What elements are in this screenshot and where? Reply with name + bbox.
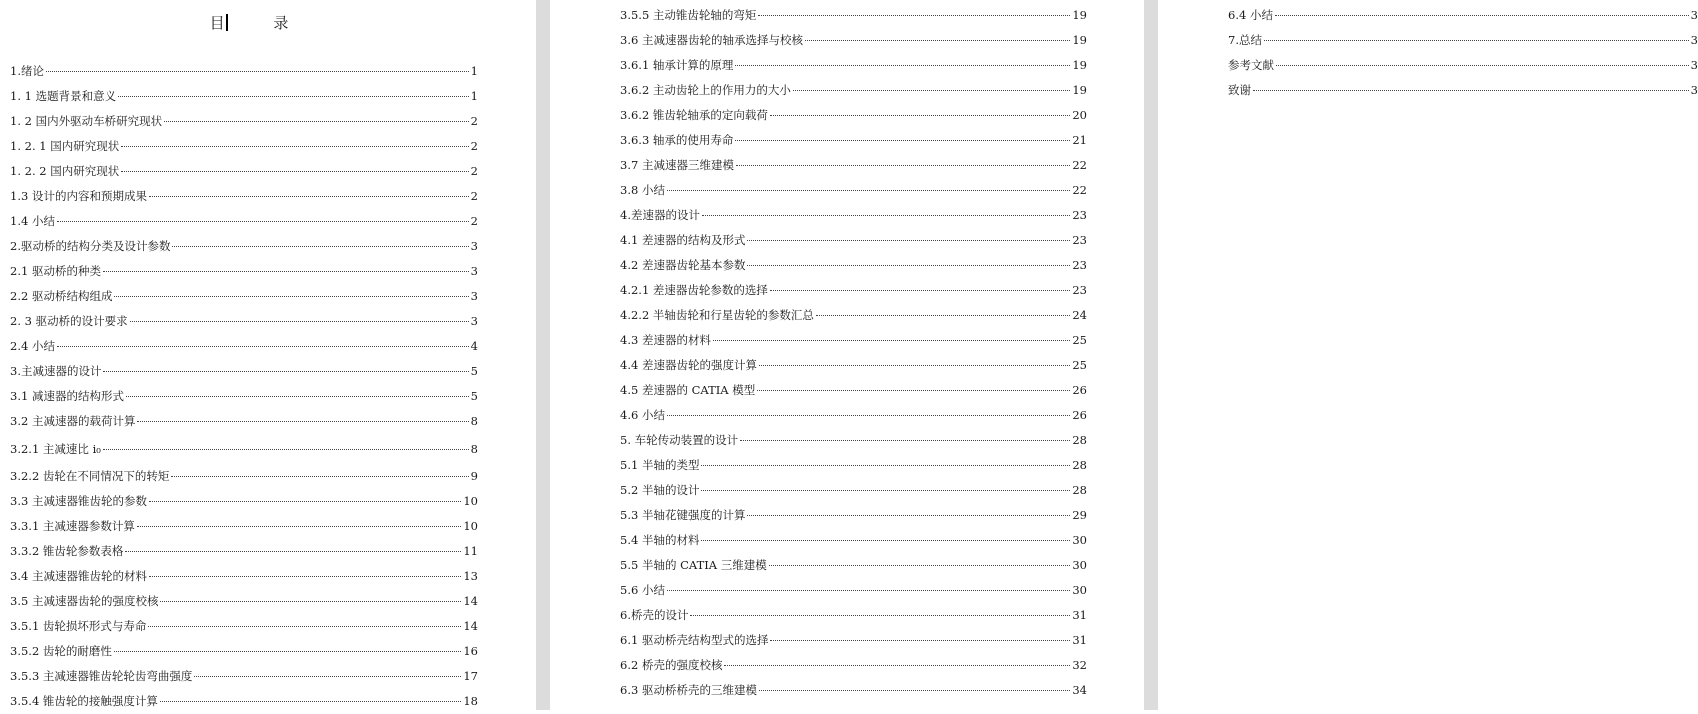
toc-list-page-1 (10, 59, 478, 714)
toc-entry-page-number: 31 (1072, 633, 1087, 647)
toc-entry-label: 3.3.2 锥齿轮参数表格 (10, 544, 124, 558)
toc-leader-dots (194, 676, 461, 677)
toc-entry-page-number: 3 (1690, 58, 1698, 72)
toc-entry-page-number: 23 (1072, 283, 1087, 297)
toc-entry-label: 3.2 主减速器的载荷计算 (10, 414, 136, 428)
toc-entry[interactable] (10, 184, 478, 209)
toc-entry[interactable] (10, 134, 478, 159)
toc-leader-dots (667, 590, 1070, 591)
toc-entry-label: 1. 2. 1 国内研究现状 (10, 139, 120, 153)
toc-entry-page-number: 3 (1690, 83, 1698, 97)
toc-entry-label: 3.6 主减速器齿轮的轴承选择与校核 (620, 33, 803, 47)
toc-entry[interactable] (620, 678, 1087, 703)
toc-entry-page-number: 19 (1072, 8, 1087, 22)
toc-entry-label: 3.4 主减速器锥齿轮的材料 (10, 569, 147, 583)
toc-entry-label: 2.2 驱动桥结构组成 (10, 289, 113, 303)
toc-entry-label: 2.1 驱动桥的种类 (10, 264, 101, 278)
toc-entry[interactable] (10, 489, 478, 514)
toc-entry-page-number: 34 (1072, 683, 1087, 697)
toc-entry[interactable] (620, 28, 1087, 53)
toc-leader-dots (736, 165, 1070, 166)
toc-entry-page-number: 5 (470, 389, 478, 403)
toc-page-3 (1158, 0, 1698, 710)
toc-entry[interactable] (10, 514, 478, 539)
toc-entry-label: 4.差速器的设计 (620, 208, 700, 222)
toc-entry-label: 4.2.1 差速器齿轮参数的选择 (620, 283, 768, 297)
toc-entry[interactable] (10, 409, 478, 434)
toc-entry-page-number: 23 (1072, 258, 1087, 272)
page-gap (1144, 0, 1158, 710)
toc-entry-page-number: 23 (1072, 233, 1087, 247)
toc-entry[interactable] (1228, 53, 1698, 78)
toc-entry-label: 5.5 半轴的 CATIA 三维建模 (620, 558, 767, 572)
toc-leader-dots (740, 440, 1070, 441)
toc-entry-page-number: 11 (463, 544, 478, 558)
toc-entry[interactable] (10, 384, 478, 409)
toc-entry-page-number: 2 (470, 139, 478, 153)
toc-leader-dots (667, 415, 1070, 416)
toc-entry[interactable] (620, 303, 1087, 328)
toc-entry[interactable] (620, 478, 1087, 503)
toc-entry-label: 致谢 (1228, 83, 1251, 97)
toc-entry[interactable] (620, 3, 1087, 28)
toc-entry-page-number: 4 (470, 339, 478, 353)
toc-leader-dots (171, 476, 468, 477)
toc-page-2 (550, 0, 1144, 710)
toc-entry-page-number: 3 (470, 264, 478, 278)
toc-leader-dots (46, 71, 469, 72)
toc-entry-page-number: 3 (1690, 8, 1698, 22)
toc-entry-page-number: 10 (463, 494, 478, 508)
toc-entry[interactable] (620, 278, 1087, 303)
toc-entry-label: 3.5.5 主动锥齿轮轴的弯矩 (620, 8, 757, 22)
toc-entry-label: 3.3 主减速器锥齿轮的参数 (10, 494, 147, 508)
toc-leader-dots (770, 290, 1070, 291)
toc-leader-dots (758, 15, 1070, 16)
toc-leader-dots (126, 396, 469, 397)
toc-leader-dots (160, 601, 461, 602)
toc-entry-page-number: 19 (1072, 83, 1087, 97)
toc-entry-label: 5.2 半轴的设计 (620, 483, 700, 497)
toc-leader-dots (103, 449, 469, 450)
toc-entry-page-number: 17 (463, 669, 478, 683)
toc-entry-page-number: 25 (1072, 358, 1087, 372)
toc-entry[interactable] (620, 53, 1087, 78)
toc-entry-page-number: 22 (1072, 183, 1087, 197)
toc-entry-page-number: 3 (1690, 33, 1698, 47)
toc-leader-dots (1264, 40, 1689, 41)
toc-leader-dots (57, 221, 469, 222)
toc-leader-dots (759, 690, 1070, 691)
toc-leader-dots (103, 271, 469, 272)
toc-leader-dots (137, 526, 461, 527)
toc-entry-page-number: 3 (470, 314, 478, 328)
toc-entry-label: 1. 2 国内外驱动车桥研究现状 (10, 114, 163, 128)
toc-entry-label: 3.7 主减速器三维建模 (620, 158, 734, 172)
toc-entry[interactable] (620, 78, 1087, 103)
toc-entry-label: 6.2 桥壳的强度校核 (620, 658, 723, 672)
toc-entry-label: 1.3 设计的内容和预期成果 (10, 189, 147, 203)
toc-entry-label: 3.6.2 主动齿轮上的作用力的大小 (620, 83, 791, 97)
toc-leader-dots (702, 215, 1070, 216)
toc-entry-page-number: 21 (1072, 133, 1087, 147)
toc-entry-page-number: 26 (1072, 383, 1087, 397)
toc-page-1 (0, 0, 536, 710)
toc-entry-label: 5.1 半轴的类型 (620, 458, 700, 472)
toc-entry-label: 3.5 主减速器齿轮的强度校核 (10, 594, 159, 608)
toc-entry-label: 5. 车轮传动装置的设计 (620, 433, 739, 447)
toc-entry-page-number: 28 (1072, 483, 1087, 497)
toc-entry-label: 3.5.2 齿轮的耐磨性 (10, 644, 112, 658)
toc-entry-page-number: 8 (470, 414, 478, 428)
toc-leader-dots (103, 371, 468, 372)
toc-entry-label: 6.3 驱动桥桥壳的三维建模 (620, 683, 757, 697)
toc-entry-page-number: 3 (470, 239, 478, 253)
toc-leader-dots (667, 190, 1070, 191)
toc-entry-label: 2.驱动桥的结构分类及设计参数 (10, 239, 171, 253)
toc-entry[interactable] (10, 234, 478, 259)
toc-entry-label: 4.2 差速器齿轮基本参数 (620, 258, 746, 272)
toc-entry[interactable] (10, 159, 478, 184)
toc-entry-label: 5.3 半轴花键强度的计算 (620, 508, 746, 522)
toc-leader-dots (149, 501, 461, 502)
toc-entry-label: 1. 1 选题背景和意义 (10, 89, 117, 103)
toc-entry-page-number: 1 (470, 64, 478, 78)
toc-leader-dots (114, 296, 468, 297)
toc-leader-dots (770, 115, 1070, 116)
toc-entry[interactable] (620, 453, 1087, 478)
page-gap (536, 0, 550, 710)
toc-leader-dots (118, 96, 469, 97)
toc-entry-label: 6.桥壳的设计 (620, 608, 689, 622)
toc-entry-page-number: 14 (463, 594, 478, 608)
toc-entry-page-number: 3 (470, 289, 478, 303)
toc-entry[interactable] (1228, 28, 1698, 53)
toc-leader-dots (747, 515, 1070, 516)
toc-entry-label: 3.6.3 轴承的使用寿命 (620, 133, 734, 147)
toc-entry[interactable] (10, 209, 478, 234)
toc-entry-page-number: 29 (1072, 508, 1087, 522)
toc-entry-page-number: 5 (470, 364, 478, 378)
toc-entry[interactable] (620, 128, 1087, 153)
toc-entry[interactable] (620, 428, 1087, 453)
toc-entry-page-number: 28 (1072, 433, 1087, 447)
toc-leader-dots (164, 121, 469, 122)
toc-entry-label: 3.2.2 齿轮在不同情况下的转矩 (10, 469, 170, 483)
toc-entry[interactable] (620, 578, 1087, 603)
toc-leader-dots (690, 615, 1070, 616)
toc-leader-dots (701, 465, 1070, 466)
toc-entry-label: 6.4 小结 (1228, 8, 1273, 22)
toc-entry-page-number: 2 (470, 114, 478, 128)
toc-entry[interactable] (620, 653, 1087, 678)
toc-leader-dots (793, 90, 1070, 91)
toc-leader-dots (724, 665, 1070, 666)
toc-entry[interactable] (620, 353, 1087, 378)
toc-entry[interactable] (10, 434, 478, 464)
toc-entry[interactable] (10, 539, 478, 564)
toc-leader-dots (701, 490, 1070, 491)
toc-entry[interactable] (10, 664, 478, 689)
toc-entry-page-number: 14 (463, 619, 478, 633)
toc-entry-page-number: 19 (1072, 33, 1087, 47)
toc-entry-label: 3.主减速器的设计 (10, 364, 102, 378)
toc-entry-label: 3.8 小结 (620, 183, 665, 197)
toc-entry[interactable] (620, 403, 1087, 428)
toc-entry-label: 7.总结 (1228, 33, 1262, 47)
toc-entry-page-number: 30 (1072, 533, 1087, 547)
toc-entry[interactable] (620, 603, 1087, 628)
toc-entry[interactable] (10, 359, 478, 384)
toc-entry-label: 4.1 差速器的结构及形式 (620, 233, 746, 247)
toc-entry-label: 4.2.2 半轴齿轮和行星齿轮的参数汇总 (620, 308, 814, 322)
toc-entry[interactable] (620, 628, 1087, 653)
toc-entry[interactable] (620, 103, 1087, 128)
toc-leader-dots (130, 321, 469, 322)
toc-entry-page-number: 2 (470, 189, 478, 203)
toc-entry-label: 3.2.1 主减速比 i₀ (10, 442, 101, 456)
toc-entry-label: 5.6 小结 (620, 583, 665, 597)
toc-entry-page-number: 22 (1072, 158, 1087, 172)
toc-entry-label: 6.1 驱动桥壳结构型式的选择 (620, 633, 769, 647)
toc-entry-page-number: 30 (1072, 583, 1087, 597)
toc-entry-label: 5.4 半轴的材料 (620, 533, 700, 547)
toc-leader-dots (149, 576, 461, 577)
toc-leader-dots (735, 140, 1070, 141)
toc-leader-dots (735, 65, 1070, 66)
toc-entry-label: 1.绪论 (10, 64, 44, 78)
toc-leader-dots (1275, 15, 1689, 16)
toc-entry[interactable] (620, 228, 1087, 253)
toc-entry[interactable] (620, 178, 1087, 203)
toc-entry-label: 1.4 小结 (10, 214, 55, 228)
toc-entry-label: 3.5.4 锥齿轮的接触强度计算 (10, 694, 158, 708)
toc-leader-dots (149, 196, 469, 197)
toc-entry[interactable] (10, 334, 478, 359)
toc-leader-dots (121, 146, 468, 147)
toc-entry-page-number: 2 (470, 164, 478, 178)
toc-list-page-3 (1228, 3, 1698, 103)
toc-entry[interactable] (1228, 78, 1698, 103)
toc-entry[interactable] (10, 259, 478, 284)
toc-leader-dots (701, 540, 1070, 541)
toc-list-page-2 (620, 3, 1087, 703)
toc-entry-page-number: 13 (463, 569, 478, 583)
toc-entry-label: 2.4 小结 (10, 339, 55, 353)
toc-leader-dots (747, 240, 1070, 241)
toc-entry-page-number: 20 (1072, 108, 1087, 122)
toc-entry[interactable] (620, 553, 1087, 578)
toc-leader-dots (172, 246, 468, 247)
toc-entry-label: 3.5.1 齿轮损坏形式与寿命 (10, 619, 147, 633)
toc-entry[interactable] (10, 309, 478, 334)
toc-entry-label: 4.6 小结 (620, 408, 665, 422)
toc-entry[interactable] (620, 203, 1087, 228)
toc-entry-page-number: 2 (470, 214, 478, 228)
toc-leader-dots (114, 651, 461, 652)
toc-entry[interactable] (620, 153, 1087, 178)
toc-leader-dots (1276, 65, 1689, 66)
toc-entry-page-number: 16 (463, 644, 478, 658)
toc-entry[interactable] (10, 614, 478, 639)
toc-entry-label: 3.3.1 主减速器参数计算 (10, 519, 135, 533)
toc-entry-page-number: 9 (470, 469, 478, 483)
toc-entry[interactable] (620, 328, 1087, 353)
toc-entry[interactable] (10, 639, 478, 664)
toc-entry-label: 3.1 减速器的结构形式 (10, 389, 124, 403)
toc-entry-label: 4.4 差速器齿轮的强度计算 (620, 358, 757, 372)
toc-leader-dots (747, 265, 1070, 266)
toc-leader-dots (148, 626, 461, 627)
toc-entry-page-number: 1 (470, 89, 478, 103)
toc-entry-page-number: 26 (1072, 408, 1087, 422)
toc-entry-page-number: 32 (1072, 658, 1087, 672)
toc-entry-label: 3.5.3 主减速器锥齿轮轮齿弯曲强度 (10, 669, 193, 683)
toc-entry-page-number: 19 (1072, 58, 1087, 72)
toc-entry[interactable] (620, 503, 1087, 528)
toc-entry-page-number: 18 (463, 694, 478, 708)
toc-entry-label: 3.6.2 锥齿轮轴承的定向载荷 (620, 108, 768, 122)
toc-entry-label: 1. 2. 2 国内研究现状 (10, 164, 120, 178)
toc-leader-dots (757, 390, 1070, 391)
toc-entry[interactable] (10, 589, 478, 614)
toc-entry-label: 2. 3 驱动桥的设计要求 (10, 314, 128, 328)
toc-entry[interactable] (10, 564, 478, 589)
toc-entry-page-number: 8 (470, 442, 478, 456)
toc-entry[interactable] (10, 689, 478, 714)
toc-leader-dots (759, 365, 1070, 366)
toc-entry-page-number: 24 (1072, 308, 1087, 322)
toc-entry-page-number: 23 (1072, 208, 1087, 222)
toc-entry[interactable] (620, 253, 1087, 278)
toc-leader-dots (57, 346, 469, 347)
toc-entry-label: 4.5 差速器的 CATIA 模型 (620, 383, 756, 397)
toc-leader-dots (713, 340, 1070, 341)
toc-entry-page-number: 31 (1072, 608, 1087, 622)
toc-title: 目 录 (209, 14, 311, 32)
toc-entry[interactable] (10, 59, 478, 84)
toc-leader-dots (769, 565, 1071, 566)
toc-entry[interactable] (10, 464, 478, 489)
toc-entry[interactable] (620, 528, 1087, 553)
toc-entry-label: 3.6.1 轴承计算的原理 (620, 58, 734, 72)
toc-entry-page-number: 10 (463, 519, 478, 533)
toc-entry-label: 参考文献 (1228, 58, 1274, 72)
toc-entry[interactable] (620, 378, 1087, 403)
toc-entry[interactable] (10, 84, 478, 109)
toc-leader-dots (1253, 90, 1689, 91)
toc-leader-dots (121, 171, 468, 172)
toc-leader-dots (125, 551, 461, 552)
toc-leader-dots (160, 701, 461, 702)
toc-entry-label: 4.3 差速器的材料 (620, 333, 711, 347)
toc-entry[interactable] (10, 109, 478, 134)
toc-leader-dots (137, 421, 468, 422)
toc-leader-dots (816, 315, 1070, 316)
toc-entry[interactable] (10, 284, 478, 309)
toc-entry-page-number: 30 (1072, 558, 1087, 572)
toc-leader-dots (805, 40, 1070, 41)
toc-entry-page-number: 28 (1072, 458, 1087, 472)
toc-entry[interactable] (1228, 3, 1698, 28)
toc-entry-page-number: 25 (1072, 333, 1087, 347)
toc-leader-dots (770, 640, 1070, 641)
